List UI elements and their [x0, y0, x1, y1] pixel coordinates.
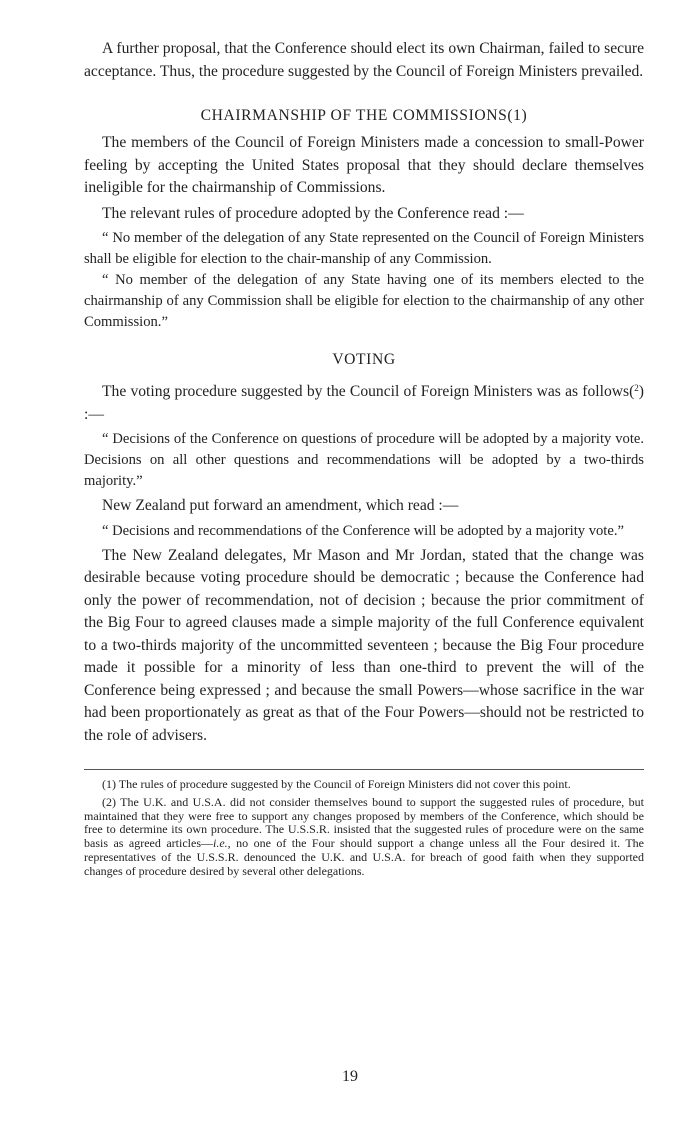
- voting-paragraph-1-text-a: The voting procedure suggested by the Council of Foreign Ministers was as follows(: [102, 383, 635, 400]
- voting-paragraph-1: [84, 377, 644, 426]
- voting-footnote-ref: 2: [634, 383, 639, 393]
- footnote-2-ref: (2): [102, 794, 116, 809]
- voting-paragraph-2: New Zealand put forward an amendment, which read :—: [102, 497, 459, 514]
- voting-heading: VOTING: [332, 351, 396, 368]
- chairmanship-footnote-ref: (1): [507, 107, 528, 124]
- chairmanship-paragraph-2: The relevant rules of procedure adopted by the Conference read :—: [102, 204, 524, 222]
- chairmanship-quote-2: “ No member of the delegation of any State having one of its members elected to the chairmanship of any Commission shall be eligible for election to the chairmanship of any other Commission.”: [84, 272, 644, 330]
- footnote-divider: [84, 769, 644, 770]
- voting-quote-1: “ Decisions of the Conference on questions of procedure will be adopted by a majority vote. Decisions on all other questions and recommendations will be adopted by a two-thirds majority.”: [84, 431, 644, 489]
- document-page: [84, 38, 644, 879]
- voting-quote-2: “ Decisions and recommendations of the Conference will be adopted by a majority vote.”: [102, 522, 624, 539]
- intro-paragraph: A further proposal, that the Conference should elect its own Chairman, failed to secure acceptance. Thus, the procedure suggested by the Council of Foreign Ministers prevailed.: [84, 40, 644, 80]
- footnote-2-text-a: The U.K. and U.S.A. did not consider themselves bound to support the suggested rules of procedure, but maintained that they were free to support any changes proposed by members of the Conference, which should be free to determine its own procedure. The U.S.S.R. insisted that the suggested rules of procedure were on the same basis as agreed articles—: [84, 794, 644, 851]
- voting-paragraph-1-text-b: ) :—: [84, 383, 644, 423]
- footnote-1-text: The rules of procedure suggested by the Council of Foreign Ministers did not cover this point.: [118, 777, 571, 791]
- chairmanship-paragraph-1: The members of the Council of Foreign Ministers made a concession to small-Power feeling by accepting the United States proposal that they should declare themselves ineligible for the chairmanship of Commissions.: [84, 134, 644, 196]
- chairmanship-heading: [84, 107, 644, 125]
- footnote-2-text-b: , no one of the Four should support a change unless all the Four desired it. The representatives of the U.S.S.R. denounced the U.K. and U.S.A. for breach of good faith when they supported changes of procedure desired by several other delegations.: [84, 836, 644, 878]
- footnote-1: [84, 778, 644, 792]
- footnote-2-ie: i.e.: [212, 836, 228, 851]
- page-number: 19: [342, 1068, 358, 1085]
- voting-paragraph-3: The New Zealand delegates, Mr Mason and Mr Jordan, stated that the change was desirable because voting procedure should be democratic ; because the Conference had only the power of recommendation, not of decision ; because the prior commitment of the Big Four to agreed clauses made a simple majority of the full Conference equivalent to a two-thirds majority of the uncommitted seventeen ; because the Big Four procedure made it possible for a minority of less than one-third to prevent the will of the Conference being expressed ; and because the small Powers—whose sacrifice in the war had been proportionately as great as that of the Four Powers—should not be restricted to the role of advisers.: [84, 546, 644, 744]
- footnote-2: [84, 796, 644, 879]
- footnote-1-ref: (1): [102, 777, 116, 791]
- chairmanship-quote-1: “ No member of the delegation of any State represented on the Council of Foreign Ministers shall be eligible for election to the chair-manship of any Commission.: [84, 230, 644, 267]
- chairmanship-heading-text: CHAIRMANSHIP OF THE COMMISSIONS: [200, 107, 508, 124]
